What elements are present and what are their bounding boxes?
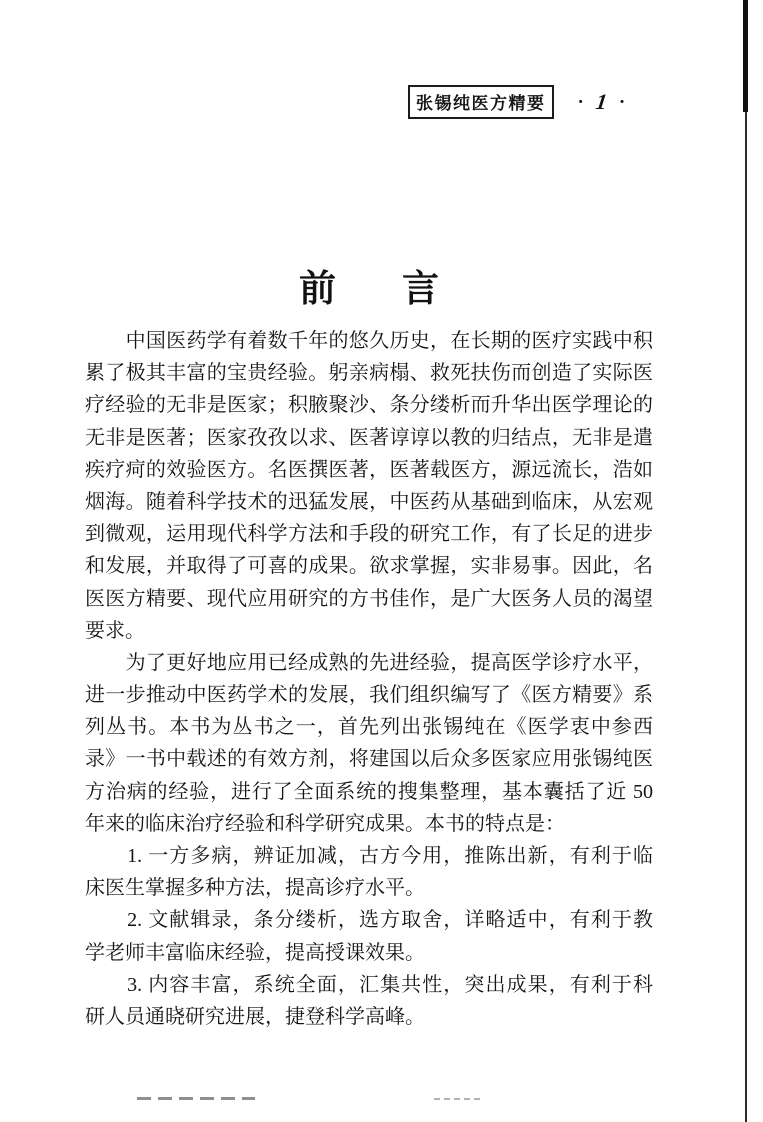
scan-artifact-bottom-dashes	[137, 1097, 255, 1100]
text-line: 烟海。随着科学技术的迅猛发展，中医药从基础到临床，从宏观	[85, 490, 653, 513]
text-line: 疾疗疴的效验医方。名医撰医著，医著载医方，源远流长，浩如	[85, 458, 653, 481]
text-line: 和发展，并取得了可喜的成果。欲求掌握，实非易事。因此，名	[85, 555, 653, 578]
page-title	[85, 258, 653, 312]
scan-artifact-right-edge-line	[745, 0, 747, 1122]
preface-text	[85, 325, 653, 1033]
title-char-2: 言	[402, 269, 439, 310]
text-line: 到微观，运用现代科学方法和手段的研究工作，有了长足的进步	[85, 523, 653, 546]
text-line: 1. 一方多病，辨证加减，古方今用，推陈出新，有利于临	[85, 845, 653, 867]
page-number-dot-left: ·	[577, 91, 584, 113]
text-line: 累了极其丰富的宝贵经验。躬亲病榻、救死扶伤而创造了实际医	[85, 362, 653, 385]
text-line: 研人员通晓研究进展，捷登科学高峰。	[85, 1005, 425, 1028]
text-line: 3. 内容丰富，系统全面，汇集共性，突出成果，有利于科	[85, 973, 653, 996]
book-title: 张锡纯医方精要	[416, 94, 546, 113]
text-line: 要求。	[85, 619, 145, 642]
text-line: 录》一书中载述的有效方剂，将建国以后众多医家应用张锡纯医	[85, 748, 653, 771]
text-line: 无非是医著；医家孜孜以求、医著谆谆以教的归结点，无非是遣	[85, 426, 653, 449]
text-line: 学老师丰富临床经验，提高授课效果。	[85, 941, 425, 964]
running-title-box	[408, 85, 554, 119]
text-line: 方治病的经验，进行了全面系统的搜集整理，基本囊括了近 50	[85, 780, 653, 803]
text-line: 2. 文献辑录，条分缕析，选方取舍，详略适中，有利于教	[85, 909, 653, 932]
text-line: 中国医药学有着数千年的悠久历史，在长期的医疗实践中积	[85, 330, 653, 352]
page-number-dot-right: ·	[618, 91, 626, 113]
text-line: 为了更好地应用已经成熟的先进经验，提高医学诊疗水平，	[85, 651, 653, 674]
text-line: 床医生掌握多种方法，提高诊疗水平。	[85, 877, 425, 900]
page-number	[578, 91, 626, 113]
scan-artifact-right-edge-thick	[743, 0, 748, 112]
page-number-value: 1	[594, 89, 609, 114]
title-char-1: 前	[299, 269, 336, 310]
text-line: 疗经验的无非是医家；积腋聚沙、条分缕析而升华出医学理论的	[85, 394, 653, 417]
text-line: 医医方精要、现代应用研究的方书佳作，是广大医务人员的渴望	[85, 587, 653, 610]
text-line: 年来的临床治疗经验和科学研究成果。本书的特点是：	[85, 812, 565, 835]
text-line: 列丛书。本书为丛书之一，首先列出张锡纯在《医学衷中参西	[85, 716, 653, 739]
page-header	[408, 85, 625, 119]
text-line: 进一步推动中医药学术的发展，我们组织编写了《医方精要》系	[85, 684, 653, 707]
scan-artifact-bottom-dashes-small	[434, 1098, 480, 1100]
